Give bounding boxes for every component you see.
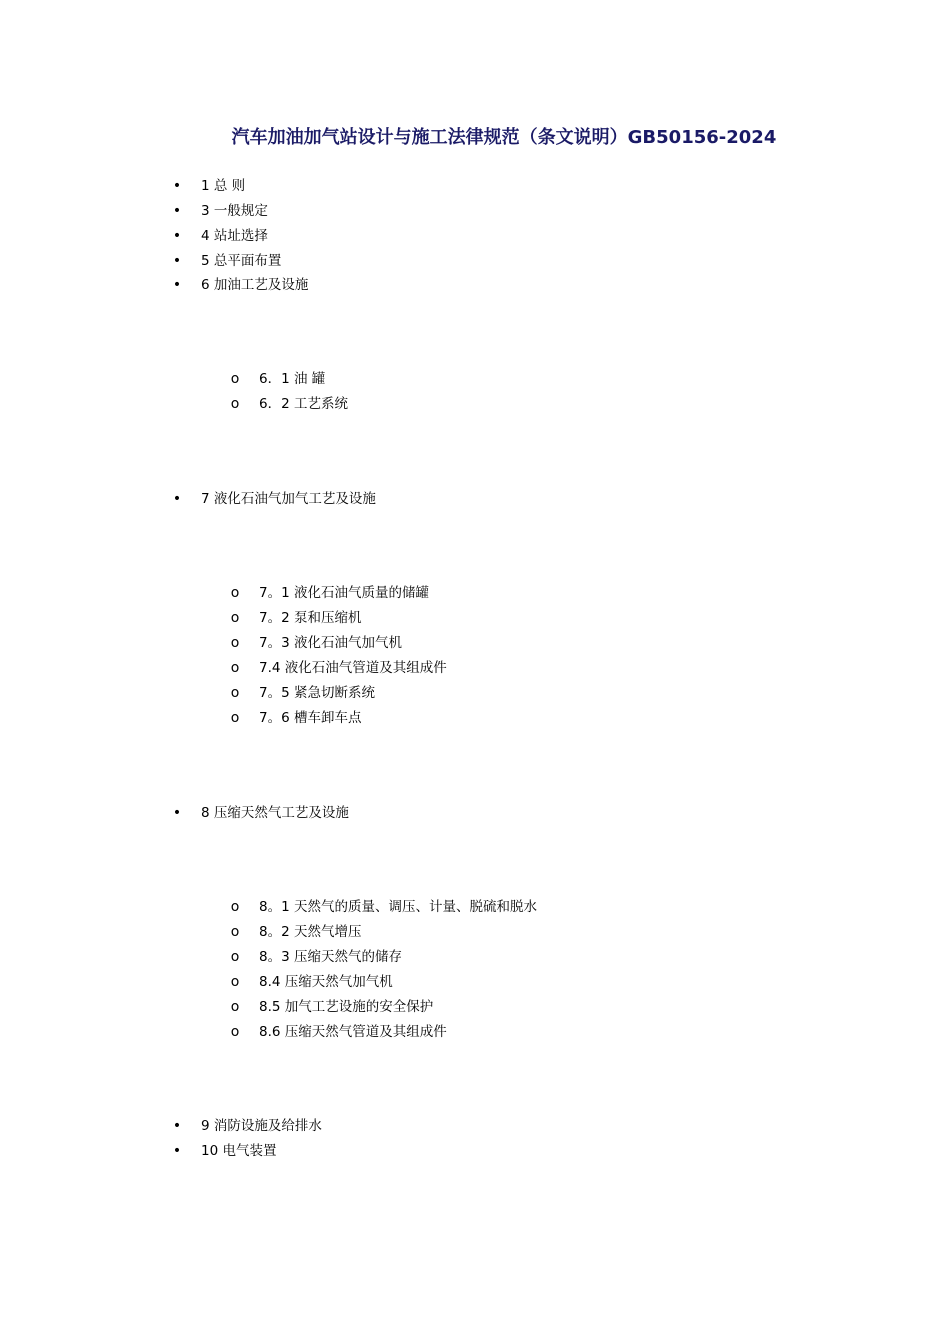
sub-bullet-marker: o [230,899,240,915]
toc-item-label: 1 总 则 [201,178,246,194]
bullet-marker: • [172,1118,182,1134]
sub-bullet-marker: o [230,635,240,651]
bullet-marker: • [172,277,182,293]
toc-subitem-label: 7。6 槽车卸车点 [259,710,362,726]
sub-bullet-marker: o [230,999,240,1015]
toc-item-label: 5 总平面布置 [201,253,282,269]
sub-bullet-marker: o [230,585,240,601]
toc-subitem-label: 8。1 天然气的质量、调压、计量、脱硫和脱水 [259,899,537,915]
bullet-marker: • [172,1143,182,1159]
toc-subitem-label: 7。1 液化石油气质量的储罐 [259,585,429,601]
toc-subitem-label: 6．1 油 罐 [259,371,326,387]
page-title: 汽车加油加气站设计与施工法律规范（条文说明）GB50156-2024 [231,127,777,148]
sub-bullet-marker: o [230,685,240,701]
sub-bullet-marker: o [230,924,240,940]
sub-bullet-marker: o [230,949,240,965]
sub-bullet-marker: o [230,610,240,626]
toc-subitem-label: 7。5 紧急切断系统 [259,685,375,701]
toc-subitem-label: 7。3 液化石油气加气机 [259,635,402,651]
toc-item-label: 4 站址选择 [201,228,268,244]
toc-item-label: 6 加油工艺及设施 [201,277,309,293]
toc-subitem-label: 8.4 压缩天然气加气机 [259,974,393,990]
sub-bullet-marker: o [230,371,240,387]
bullet-marker: • [172,228,182,244]
bullet-marker: • [172,253,182,269]
sub-bullet-marker: o [230,710,240,726]
sub-bullet-marker: o [230,660,240,676]
toc-subitem-label: 7.4 液化石油气管道及其组成件 [259,660,447,676]
bullet-marker: • [172,203,182,219]
toc-item-label: 7 液化石油气加气工艺及设施 [201,491,376,507]
toc-subitem-label: 8.6 压缩天然气管道及其组成件 [259,1024,447,1040]
bullet-marker: • [172,491,182,507]
toc-subitem-label: 8.5 加气工艺设施的安全保护 [259,999,434,1015]
sub-bullet-marker: o [230,396,240,412]
sub-bullet-marker: o [230,974,240,990]
sub-bullet-marker: o [230,1024,240,1040]
toc-subitem-label: 7。2 泵和压缩机 [259,610,362,626]
toc-subitem-label: 6．2 工艺系统 [259,396,348,412]
toc-item-label: 10 电气装置 [201,1143,277,1159]
toc-item-label: 9 消防设施及给排水 [201,1118,322,1134]
bullet-marker: • [172,178,182,194]
toc-item-label: 3 一般规定 [201,203,268,219]
toc-subitem-label: 8。3 压缩天然气的储存 [259,949,402,965]
toc-subitem-label: 8。2 天然气增压 [259,924,362,940]
toc-item-label: 8 压缩天然气工艺及设施 [201,805,349,821]
bullet-marker: • [172,805,182,821]
